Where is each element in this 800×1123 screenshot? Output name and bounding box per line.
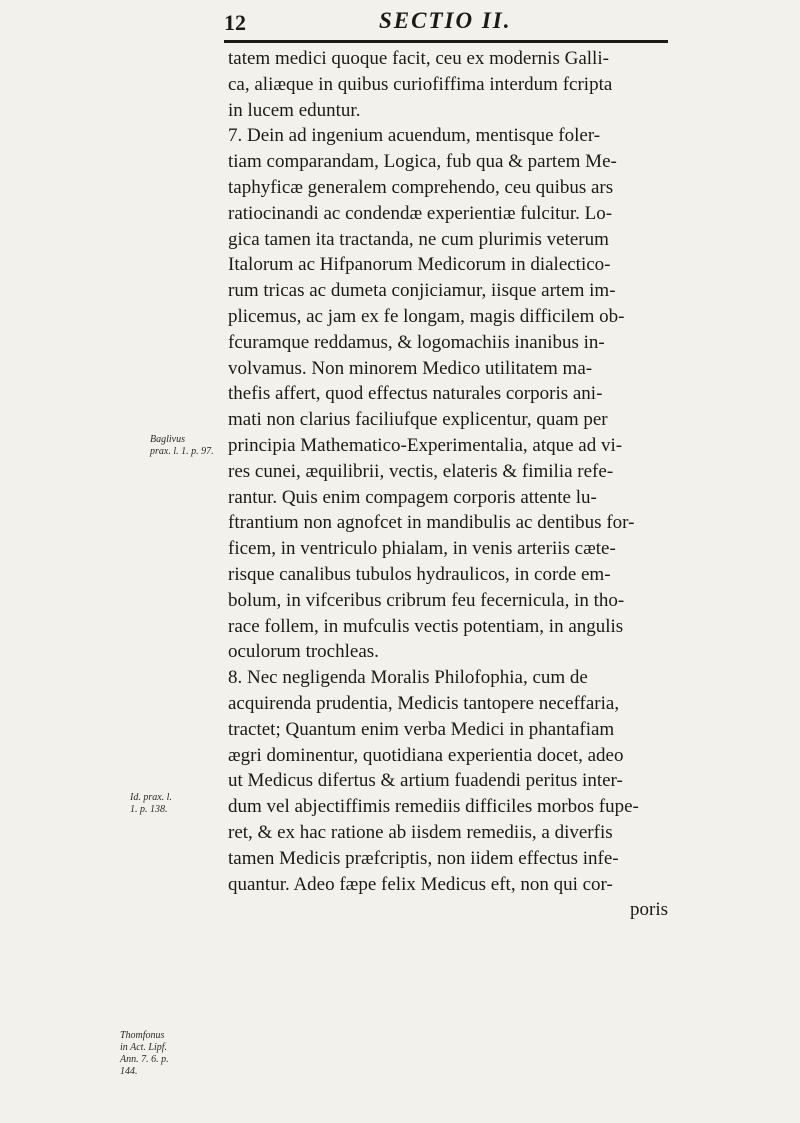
text-line: tiam comparandam, Logica, fub qua & partem Me- xyxy=(228,151,617,173)
header-rule xyxy=(224,40,668,43)
text-line: gica tamen ita tractanda, ne cum plurimis veterum xyxy=(228,228,609,250)
text-line: 8. Nec negligenda Moralis Philofophia, cum de xyxy=(228,667,588,689)
text-line: race follem, in mufculis vectis potentiam, in angulis xyxy=(228,615,624,637)
text-line: fcuramque reddamus, & logomachiis inanibus in- xyxy=(228,331,605,353)
margin-note-author: Baglivus xyxy=(150,434,185,445)
page-header xyxy=(224,8,664,38)
text-line: in lucem eduntur. xyxy=(228,99,361,121)
text-line: dum vel abjectiffimis remediis difficiles morbos fupe- xyxy=(228,796,639,818)
text-line: res cunei, æquilibrii, vectis, elateris & fimilia refe- xyxy=(228,460,614,482)
text-line: Italorum ac Hifpanorum Medicorum in dialectico- xyxy=(228,254,611,276)
margin-note-reference: in Act. Lipf. xyxy=(120,1042,168,1053)
text-line: bolum, in vifceribus cribrum feu fecernicula, in tho- xyxy=(228,589,625,611)
text-line: mati non clarius faciliufque explicentur, quam per xyxy=(228,409,608,431)
text-line: oculorum trochleas. xyxy=(228,641,379,663)
text-line: taphyficæ generalem comprehendo, ceu quibus ars xyxy=(228,176,614,198)
text-line: ret, & ex hac ratione ab iisdem remediis, a diverfis xyxy=(228,821,613,843)
body-text xyxy=(228,46,668,923)
text-line: ut Medicus difertus & artium fuadendi peritus inter- xyxy=(228,770,623,792)
margin-note-baglivus xyxy=(150,434,224,458)
text-line: tatem medici quoque facit, ceu ex modernis Galli- xyxy=(228,48,609,69)
text-line: quantur. Adeo fæpe felix Medicus eft, non qui cor- xyxy=(228,873,613,895)
text-line: ægri dominentur, quotidiana experientia docet, adeo xyxy=(228,744,624,766)
margin-note-id-prax xyxy=(130,792,220,816)
text-line: volvamus. Non minorem Medico utilitatem ma- xyxy=(228,357,593,379)
text-line: tamen Medicis præfcriptis, non iidem effectus infe- xyxy=(228,847,619,869)
text-line: ratiocinandi ac condendæ experientiæ fulcitur. Lo- xyxy=(228,202,613,224)
text-line: risque canalibus tubulos hydraulicos, in corde em- xyxy=(228,563,611,585)
text-line: rantur. Quis enim compagem corporis attente lu- xyxy=(228,486,597,508)
text-line: ficem, in ventriculo phialam, in venis arteriis cæte- xyxy=(228,538,616,560)
text-line: thefis affert, quod effectus naturales corporis ani- xyxy=(228,383,603,405)
margin-note-thomson xyxy=(120,1030,225,1078)
margin-note-reference: Ann. 7. 6. p. xyxy=(120,1054,169,1065)
text-line: principia Mathematico-Experimentalia, atque ad vi- xyxy=(228,434,623,456)
running-head: SECTIO II. xyxy=(379,8,512,33)
text-line: acquirenda prudentia, Medicis tantopere neceffaria, xyxy=(228,692,620,714)
text-line: poris xyxy=(630,899,668,921)
text-line: ca, aliæque in quibus curiofiffima interdum fcripta xyxy=(228,73,613,95)
margin-note-reference: prax. l. 1. p. 97. xyxy=(150,446,214,457)
margin-note-reference: 1. p. 138. xyxy=(130,804,168,815)
text-line: rum tricas ac dumeta conjiciamur, iisque artem im- xyxy=(228,280,616,302)
text-line: ftrantium non agnofcet in mandibulis ac dentibus for- xyxy=(228,512,635,534)
text-line: 7. Dein ad ingenium acuendum, mentisque foler- xyxy=(228,125,601,147)
margin-note-reference: 144. xyxy=(120,1066,138,1077)
margin-note-author: Thomfonus xyxy=(120,1030,165,1041)
text-line: plicemus, ac jam ex fe longam, magis difficilem ob- xyxy=(228,305,625,327)
page-number: 12 xyxy=(224,10,246,35)
text-line: tractet; Quantum enim verba Medici in phantafiam xyxy=(228,718,615,740)
margin-note-reference: Id. prax. l. xyxy=(130,792,172,803)
